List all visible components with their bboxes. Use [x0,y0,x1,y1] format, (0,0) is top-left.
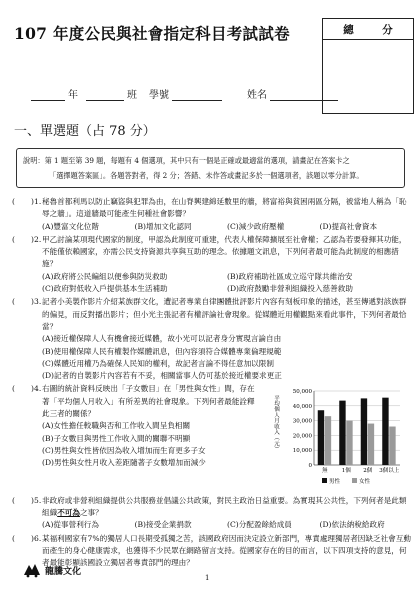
stem-emphasis: 不可為 [57,508,80,518]
stem-part-1: 非政府或非營利組織提供公共服務並倡議公共政策，對民主政治日益重要。為實現其公共性，下列何者是此類組織 [42,495,407,518]
legend-swatch [322,478,327,483]
question-4 [12,383,412,493]
bar-male [318,411,324,466]
score-box-header [323,19,413,40]
publisher-logo [22,562,81,578]
option-d: (D)提高社會資本 [319,221,378,231]
income-bar-chart [268,385,404,489]
y-tick-label: 0 [308,463,312,470]
publisher-name: 龍騰文化 [45,566,82,577]
question-number: 3. [34,297,42,307]
y-tick-label: 50,000 [292,389,312,396]
bar-female [325,417,331,466]
page-number: 1 [205,574,210,582]
option-list [42,271,412,296]
option-list [42,519,412,531]
option-a: (A)豐富文化位階 [42,221,99,231]
x-tick-label: 2個 [363,468,373,475]
y-tick-label: 10,000 [292,448,312,455]
option-c: (C)減少政府壓權 [227,221,285,231]
option-c: (C)媒體近用權乃為確保人民知的權利，故記者言論不得任意加以限制 [42,358,274,368]
option-c: (C)男性與女性皆依因為收入增加而生育更多子女 [42,445,206,455]
legend-label: 女性 [359,479,371,486]
x-tick-label: 1個 [341,468,351,475]
x-tick-label: 3個以上 [379,468,400,475]
option-a: (A)政府將公民編組以便參與防災救助 [42,271,168,281]
x-tick-label: 無 [321,468,328,475]
option-list [42,420,260,469]
seat-no-label: 學號 [149,90,169,101]
option-d: (D)政府鼓勵非營利組織投入慈善救助 [227,284,353,294]
question-number: 5. [34,495,42,505]
score-label-left: 總 [343,23,354,36]
year-blank[interactable] [31,89,65,101]
y-tick-label: 30,000 [292,419,312,426]
instructions-line-2: 「選擇題答案區」。各題答對者，得 2 分；答錯、未作答或畫記多於一個選項者，該題以零分計算。 [49,171,364,180]
question-number: 2. [34,234,42,244]
y-tick-label: 40,000 [292,404,312,411]
question-number: 4. [34,384,42,394]
section-title: 一、單選題（占 78 分） [14,124,156,139]
option-b: (B)使用權保障人民有權製作媒體訊息，但內容須符合媒體專業倫理規範 [42,346,282,356]
option-a: (A)從事營利行為 [42,520,99,530]
question-stem [42,495,412,520]
seat-no-blank[interactable] [172,89,222,101]
instructions-box [16,148,405,188]
question-2 [12,234,412,295]
score-label-right: 分 [382,23,393,36]
question-list [12,196,412,571]
y-tick-label: 20,000 [292,433,312,440]
option-b: (B)增加文化認同 [134,221,192,231]
question-stem: 某福利國家有7%的獨居人口長期受孤獨之苦，該國政府因而決定設立新部門，專責處理獨居者因缺乏社會互動而產生的身心健康需求，也獲得不少民眾在網路留言支持。從國家存在的目的而言，以下四項支持的意見，何者最能彰顯該國設立獨居者專責部門的理由？ [42,533,411,568]
option-d: (D)男性與女性月收入差距隨著子女數增加而減少 [42,458,206,468]
question-stem: 秘魯首都利馬以防止竊盜與犯罪為由，在山脊興建綿延數里的牆，將富裕與貧困兩區分隔，被當地人稱為「恥辱之牆」。這道牆最可能產生何種社會影響？ [42,197,407,219]
option-list [42,333,412,382]
option-d: (D)依法納稅給政府 [319,520,385,530]
question-stem: 甲乙討論某項現代國家的制度，甲認為此制度可重建，代表人權保障擴展至社會權；乙認為若要發揮其功能，不能僅依賴國家，亦需公民支持資源共享與互助的理念。依據題文訊息，下列何者最可能為此制度的相應措施？ [42,234,407,269]
question-3 [12,296,412,382]
option-a: (A)接近權保障人人有機會接近媒體，故小光可以記者身分實現言論自由 [42,334,282,344]
class-blank[interactable] [86,89,124,101]
name-label: 姓名 [247,90,267,101]
option-c: (C)分配盈餘給成員 [227,520,292,530]
y-axis-label: 平均個人月收入（元） [273,395,279,453]
option-d: (D)記者的自製影片內容若有不妥，相關當事人仍可基於接近權要求更正 [42,371,282,381]
year-label: 年 [68,90,78,101]
option-c: (C)政府對低收入戶提供基本生活補助 [42,284,168,294]
class-label: 班 [127,90,137,101]
stem-part-2: 之事？ [79,508,103,518]
bar-male [382,398,388,465]
question-1 [12,196,412,233]
option-list [42,221,412,233]
student-info-line [28,86,341,101]
option-b: (B)政府補助社區成立巡守隊共維治安 [227,271,353,281]
legend-label: 男性 [329,479,341,486]
question-5 [12,495,412,532]
bar-female [368,424,374,465]
bar-female [389,427,395,465]
bar-male [339,401,345,465]
name-blank[interactable] [270,89,338,101]
question-stem: 右圖的統計資料反映出「子女數目」在「男性與女性」間，存在著「平均個人月收入」有所差異的社會現象。下列何者最能詮釋此三者的關係？ [42,384,255,419]
instructions-line-1: 說明：第 1 題至第 39 題，每題有 4 個選項，其中只有一個是正確或最適當的選項，請畫記在答案卡之 [23,156,350,165]
option-b: (B)接受企業捐款 [134,520,192,530]
question-stem: 記者小美製作影片介紹某族群文化，遭記者專業自律團體批評影片內容有刻板印象的描述，甚至傳遞對該族群的偏見，而反對播出影片；但小光主張記者有權評論社會現象。從媒體近用權觀點來看此事件，下列何者最恰當？ [42,297,407,331]
bar-female [346,421,352,465]
question-number: 1. [34,197,42,206]
legend-swatch [352,478,357,483]
option-a: (A)女性擔任較職與否和工作收入間呈負相關 [42,421,191,431]
question-number: 6. [34,533,42,543]
option-b: (B)子女數目與男性工作收入間的關聯不明顯 [42,433,191,443]
income-chart [268,385,404,493]
bar-male [361,399,367,466]
dragon-logo-icon [22,562,42,578]
exam-title: 107 年度公民與社會指定科目考試試卷 [14,24,290,43]
